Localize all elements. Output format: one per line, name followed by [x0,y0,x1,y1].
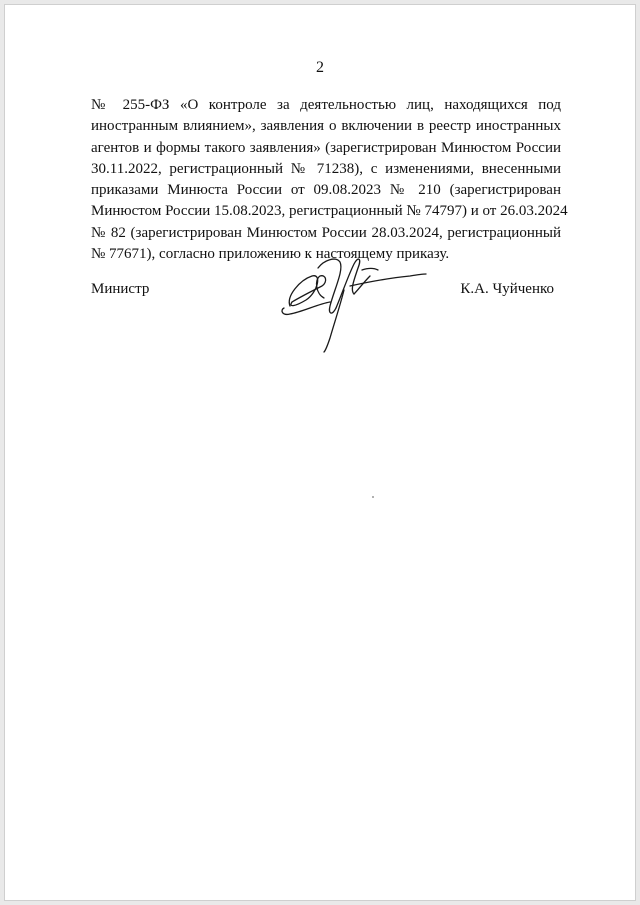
scan-speck [372,496,374,498]
signatory-role: Министр [91,281,150,297]
signatory-name: К.А. Чуйченко [460,281,554,297]
body-line: приказами Минюста России от 09.08.2023 № 210 (зарегистрирован [91,182,561,199]
body-paragraph [91,95,568,265]
body-line: иностранным влиянием», заявления о включении в реестр иностранных [91,118,561,135]
handwritten-signature [278,246,428,356]
body-line: 30.11.2022, регистрационный № 71238), с изменениями, внесенными [91,160,561,177]
body-line: агентов и формы такого заявления» (зарегистрирован Минюстом России [91,139,561,156]
body-line: № 82 (зарегистрирован Минюстом России 28.03.2024, регистрационный [91,224,561,241]
body-line: Минюстом России 15.08.2023, регистрационный № 74797) и от 26.03.2024 [91,203,568,220]
body-line: № 77671), согласно приложению к настоящему приказу. [91,246,450,263]
body-line: № 255-ФЗ «О контроле за деятельностью лиц, находящихся под [91,97,561,113]
page-number: 2 [316,59,324,76]
